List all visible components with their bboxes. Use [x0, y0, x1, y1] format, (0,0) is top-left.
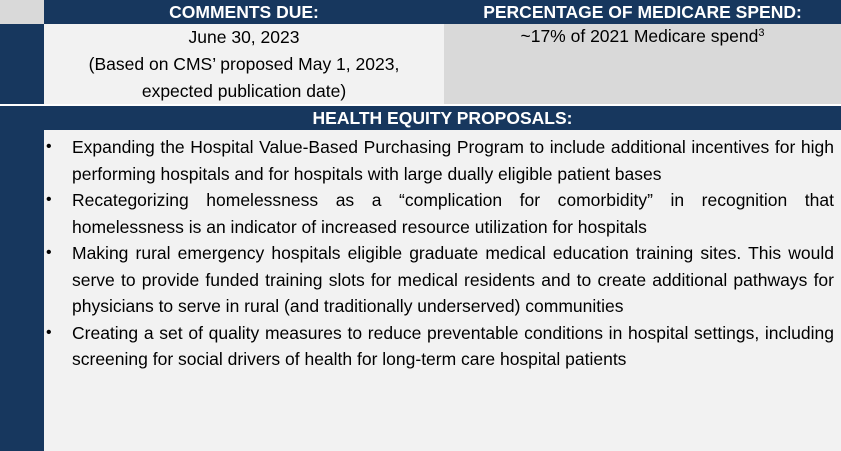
summary-table: [44, 0, 841, 104]
proposal-list: [44, 134, 834, 373]
bullet-icon: •: [46, 138, 52, 155]
medicare-spend-cell: [444, 24, 841, 104]
list-item: [44, 240, 834, 320]
health-equity-body: [44, 130, 841, 451]
list-item: [44, 134, 834, 187]
proposal-text: Making rural emergency hospitals eligible graduate medical education training sites. This would serve to provide funded training slots for medical residents and to create additional pathways for physicians to serve in rural (and traditionally underserved) communities: [72, 243, 834, 316]
bullet-icon: •: [46, 244, 52, 261]
comments-due-date: June 30, 2023: [188, 27, 300, 47]
left-strip-gray-corner: [0, 0, 44, 24]
proposal-text: Recategorizing homelessness as a “complication for comorbidity” in recognition that homelessness is an indicator of increased resource utilization for hospitals: [72, 190, 834, 237]
medicare-spend-value: ~17% of 2021 Medicare spend: [520, 26, 759, 46]
comments-due-cell: [44, 24, 444, 104]
comments-due-header: COMMENTS DUE:: [44, 0, 444, 24]
list-item: [44, 187, 834, 240]
proposal-text: Expanding the Hospital Value-Based Purchasing Program to include additional incentives for high performing hospitals and for hospitals with large dually eligible patient bases: [72, 137, 834, 184]
medicare-spend-header: PERCENTAGE OF MEDICARE SPEND:: [444, 0, 841, 24]
footnote-marker: 3: [758, 27, 765, 39]
left-navy-strip: [0, 0, 44, 451]
list-item: [44, 320, 834, 373]
bullet-icon: •: [46, 323, 52, 341]
bullet-icon: •: [46, 191, 52, 208]
comments-due-note-line-2: expected publication date): [141, 81, 347, 101]
comments-due-note-line-1: (Based on CMS’ proposed May 1, 2023,: [88, 54, 400, 74]
proposal-text: Creating a set of quality measures to reduce preventable conditions in hospital settings, including screening for social drivers of health for long-term care hospital patients: [72, 322, 834, 369]
health-equity-header: HEALTH EQUITY PROPOSALS:: [44, 106, 841, 130]
